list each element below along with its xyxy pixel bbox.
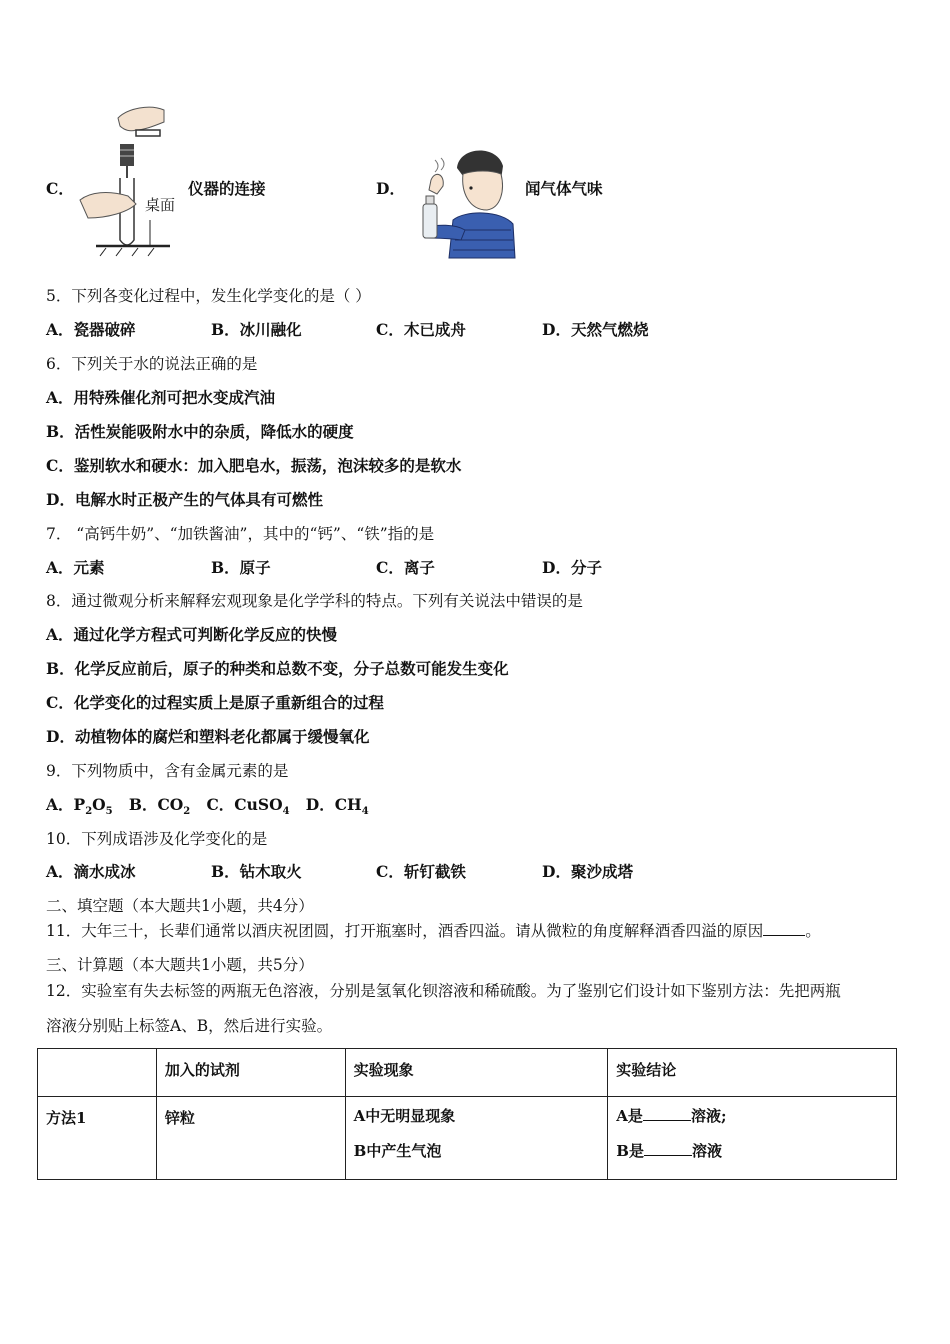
phenomenon-a: A中无明显现象 xyxy=(353,1107,456,1125)
section-3-heading: 三、计算题（本大题共1小题，共5分） xyxy=(46,956,314,974)
question-12-line-1: 12．实验室有失去标签的两瓶无色溶液，分别是氢氧化钡溶液和稀硫酸。为了鉴别它们设计如下鉴别方法：先把两瓶 xyxy=(46,982,841,1000)
q9-option-c: C．CuSO$_4$ xyxy=(206,795,290,818)
conclusion-a: A是 溶液; xyxy=(616,1107,727,1125)
conclusion-b: B是 溶液 xyxy=(616,1142,722,1160)
q5-option-c: C．木已成舟 xyxy=(376,320,466,339)
header-cell-phenomenon: 实验现象 xyxy=(345,1049,608,1097)
q9-option-a: A．$P_2O_5$ xyxy=(46,795,113,818)
conclusion-b-blank[interactable] xyxy=(644,1141,692,1156)
q8-option-a: A．通过化学方程式可判断化学反应的快慢 xyxy=(46,625,338,644)
question-6-stem: 6．下列关于水的说法正确的是 xyxy=(46,355,258,373)
method-cell: 方法1 xyxy=(38,1097,157,1180)
option-c-label: C． xyxy=(46,179,74,198)
question-11: 11．大年三十，长辈们通常以酒庆祝团圆，打开瓶塞时，酒香四溢。请从微粒的角度解释酒香四溢的原因 。 xyxy=(46,922,821,940)
question-9-stem: 9．下列物质中，含有金属元素的是 xyxy=(46,762,289,780)
desk-surface-label: 桌面 xyxy=(145,196,176,214)
q9-option-d: D．$CH_4$ xyxy=(305,795,369,818)
q6-option-b: B．活性炭能吸附水中的杂质，降低水的硬度 xyxy=(46,422,354,441)
smelling-gas-figure xyxy=(405,140,520,260)
conclusion-a-blank[interactable] xyxy=(643,1106,691,1121)
option-d-label: D． xyxy=(376,179,405,198)
q7-option-b: B．原子 xyxy=(211,558,271,577)
q6-option-d: D．电解水时正极产生的气体具有可燃性 xyxy=(46,490,323,509)
conclusion-cell xyxy=(608,1097,897,1180)
q8-option-b: B．化学反应前后，原子的种类和总数不变，分子总数可能发生变化 xyxy=(46,659,509,678)
q5-option-b: B．冰川融化 xyxy=(211,320,302,339)
q5-option-a: A．瓷器破碎 xyxy=(46,320,136,339)
reagent-cell: 锌粒 xyxy=(156,1097,345,1180)
table-row xyxy=(38,1097,897,1180)
q10-option-a: A．滴水成冰 xyxy=(46,862,136,881)
header-cell-reagent: 加入的试剂 xyxy=(156,1049,345,1097)
q10-option-b: B．钻木取火 xyxy=(211,862,302,881)
figure-d-caption: 闻气体气味 xyxy=(525,179,603,198)
q7-option-a: A．元素 xyxy=(46,558,105,577)
q7-option-d: D．分子 xyxy=(542,558,602,577)
question-10-stem: 10．下列成语涉及化学变化的是 xyxy=(46,830,268,848)
q9-options xyxy=(46,795,369,822)
figure-c-caption: 仪器的连接 xyxy=(188,179,266,198)
section-2-heading: 二、填空题（本大题共1小题，共4分） xyxy=(46,897,314,915)
q6-option-c: C．鉴别软水和硬水：加入肥皂水，振荡，泡沫较多的是软水 xyxy=(46,456,462,475)
q11-answer-blank[interactable] xyxy=(763,921,805,936)
phenomenon-b: B中产生气泡 xyxy=(353,1142,442,1160)
question-12-line-2: 溶液分别贴上标签A、B，然后进行实验。 xyxy=(46,1017,333,1035)
q10-option-d: D．聚沙成塔 xyxy=(542,862,633,881)
q8-option-d: D．动植物体的腐烂和塑料老化都属于缓慢氧化 xyxy=(46,727,370,746)
table-header-row xyxy=(38,1049,897,1097)
experiment-table xyxy=(37,1048,897,1180)
q9-option-b: B．$CO_2$ xyxy=(128,795,191,818)
question-5-stem: 5．下列各变化过程中，发生化学变化的是（ ） xyxy=(46,287,371,305)
phenomenon-cell xyxy=(345,1097,608,1180)
question-7-stem: 7． “高钙牛奶”、“加铁酱油”，其中的“钙”、“铁”指的是 xyxy=(46,525,435,543)
q6-option-a: A．用特殊催化剂可把水变成汽油 xyxy=(46,388,276,407)
question-8-stem: 8．通过微观分析来解释宏观现象是化学学科的特点。下列有关说法中错误的是 xyxy=(46,592,583,610)
q7-option-c: C．离子 xyxy=(376,558,435,577)
q8-option-c: C．化学变化的过程实质上是原子重新组合的过程 xyxy=(46,693,384,712)
q5-option-d: D．天然气燃烧 xyxy=(542,320,649,339)
q10-option-c: C．斩钉截铁 xyxy=(376,862,466,881)
header-cell-empty xyxy=(38,1049,157,1097)
header-cell-conclusion: 实验结论 xyxy=(608,1049,897,1097)
test-tube-connection-figure xyxy=(78,100,178,258)
